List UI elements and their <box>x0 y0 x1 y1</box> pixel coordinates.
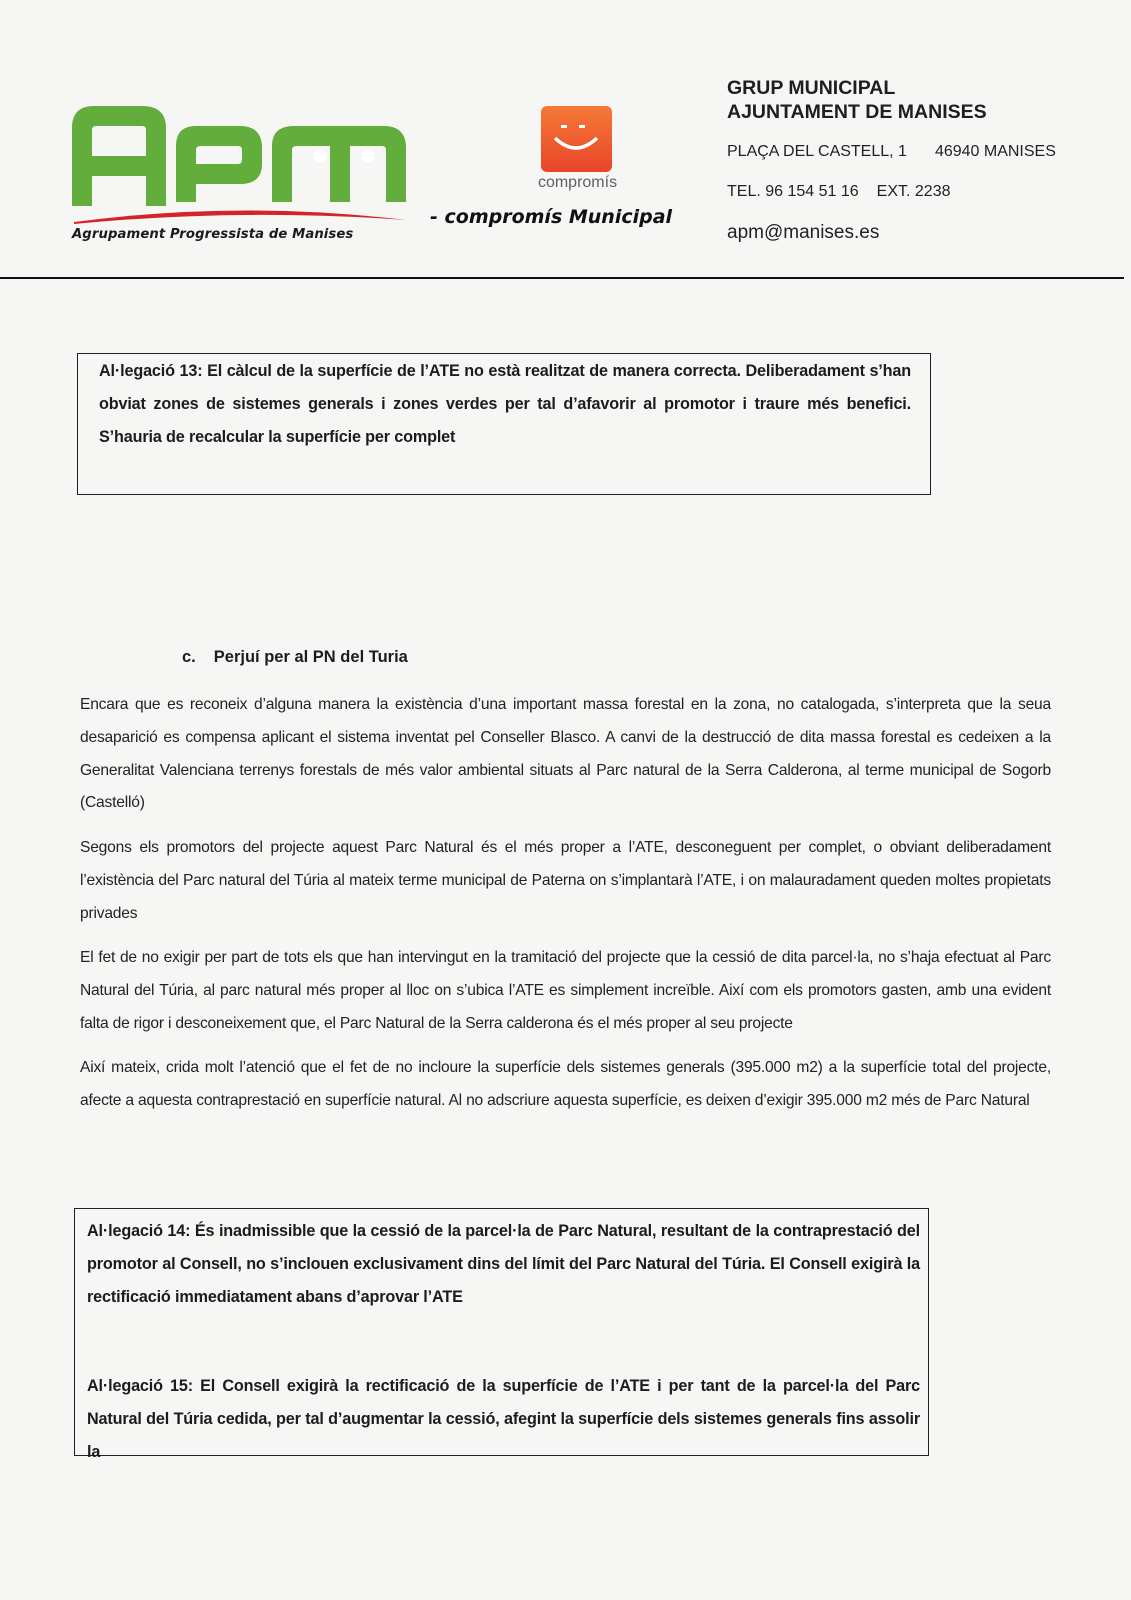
compromis-eye-right <box>579 125 585 128</box>
compromis-logo-word: compromís <box>537 174 618 191</box>
address-line <box>727 143 1056 161</box>
section-title: Perjuí per al PN del Turia <box>213 648 408 666</box>
apm-logo-mark <box>72 106 412 231</box>
compromis-logo-square <box>541 106 612 172</box>
apm-red-swoosh <box>74 210 406 224</box>
org-name-line2: AJUNTAMENT DE MANISES <box>727 101 987 123</box>
compromis-logo-icon <box>541 106 612 172</box>
apm-tagline: Agrupament Progressista de Manises <box>72 227 354 242</box>
apm-letter-m <box>272 126 406 202</box>
header-divider <box>0 277 1124 279</box>
allegation-13-text: Al·legació 13: El càlcul de la superfície de l’ATE no està realitzat de manera correcta. Deliberadament s’han obviat zones de sistemes generals i zones verdes per tal d’afavorir al promotor i traure més benefici. S’hauria de recalcular la superfície per complet <box>99 362 911 446</box>
org-name <box>727 76 987 124</box>
org-name-line1: GRUP MUNICIPAL <box>727 77 896 99</box>
apm-m-dot-left <box>314 150 327 163</box>
allegation-15-text: Al·legació 15: El Consell exigirà la rectificació de la superfície de l’ATE i per tant de la parcel·la del Parc Natural del Túria cedida, per tal d’augmentar la cessió, afegint la superfície dels sistemes generals fins assolir la <box>87 1377 920 1461</box>
body-paragraph-3: El fet de no exigir per part de tots els que han intervingut en la tramitació del projecte que la cessió de dita parcel·la, no s’haja efectuat al Parc Natural del Túria, al parc natural més proper al lloc on s’ubica l’ATE es simplement increïble. Així com els promotors gasten, amb una evident falta de rigor i desconeixement que, el Parc Natural de la Serra calderona és el més proper al seu projecte <box>80 949 1051 1032</box>
apm-logo <box>72 106 412 244</box>
allegation-13-box <box>77 353 931 495</box>
apm-m-dot-right <box>362 150 375 163</box>
allegation-14-text: Al·legació 14: És inadmissible que la cessió de la parcel·la de Parc Natural, resultant de la contraprestació del promotor al Consell, no s’inclouen exclusivament dins del límit del Parc Natural del Túria. El Consell exigirà la rectificació immediatament abans d’aprovar l’ATE <box>87 1222 920 1306</box>
compromis-eye-left <box>561 125 567 128</box>
compromis-municipal-title: - compromís Municipal <box>430 206 673 228</box>
address-street: PLAÇA DEL CASTELL, 1 <box>727 143 907 160</box>
phone-extension: EXT. 2238 <box>876 183 951 200</box>
phone-line <box>727 183 950 201</box>
allegation-14-15-box <box>74 1208 929 1461</box>
phone-number: TEL. 96 154 51 16 <box>727 183 859 200</box>
email-address[interactable]: apm@manises.es <box>727 222 880 243</box>
body-paragraph-1: Encara que es reconeix d’alguna manera la existència d’una important massa forestal en la zona, no catalogada, s’interpreta que la seua desaparició es compensa aplicant el sistema inventat pel Conseller Blasco. A canvi de la destrucció de dita massa forestal es cedeixen a la Generalitat Valenciana terrenys forestals de més valor ambiental situats al Parc natural de la Serra Calderona, al terme municipal de Sogorb (Castelló) <box>80 696 1051 812</box>
section-letter: c. <box>182 648 196 666</box>
apm-letter-p <box>176 126 262 202</box>
body-paragraph-4: Així mateix, crida molt l’atenció que el fet de no incloure la superfície dels sistemes generals (395.000 m2) a la superfície total del projecte, afecte a aquesta contraprestació en superfície natural. Al no adscriure aquesta superfície, es deixen d’exigir 395.000 m2 més de Parc Natural <box>80 1059 1051 1109</box>
body-paragraph-2: Segons els promotors del projecte aquest Parc Natural és el més proper a l’ATE, desconeguent per complet, o obviant deliberadament l’existència del Parc natural del Túria al mateix terme municipal de Paterna on s’implantarà l’ATE, i on malauradament queden moltes propietats privades <box>80 839 1051 922</box>
address-city: 46940 MANISES <box>934 143 1056 160</box>
section-heading <box>182 648 408 667</box>
apm-letter-a <box>72 106 166 206</box>
